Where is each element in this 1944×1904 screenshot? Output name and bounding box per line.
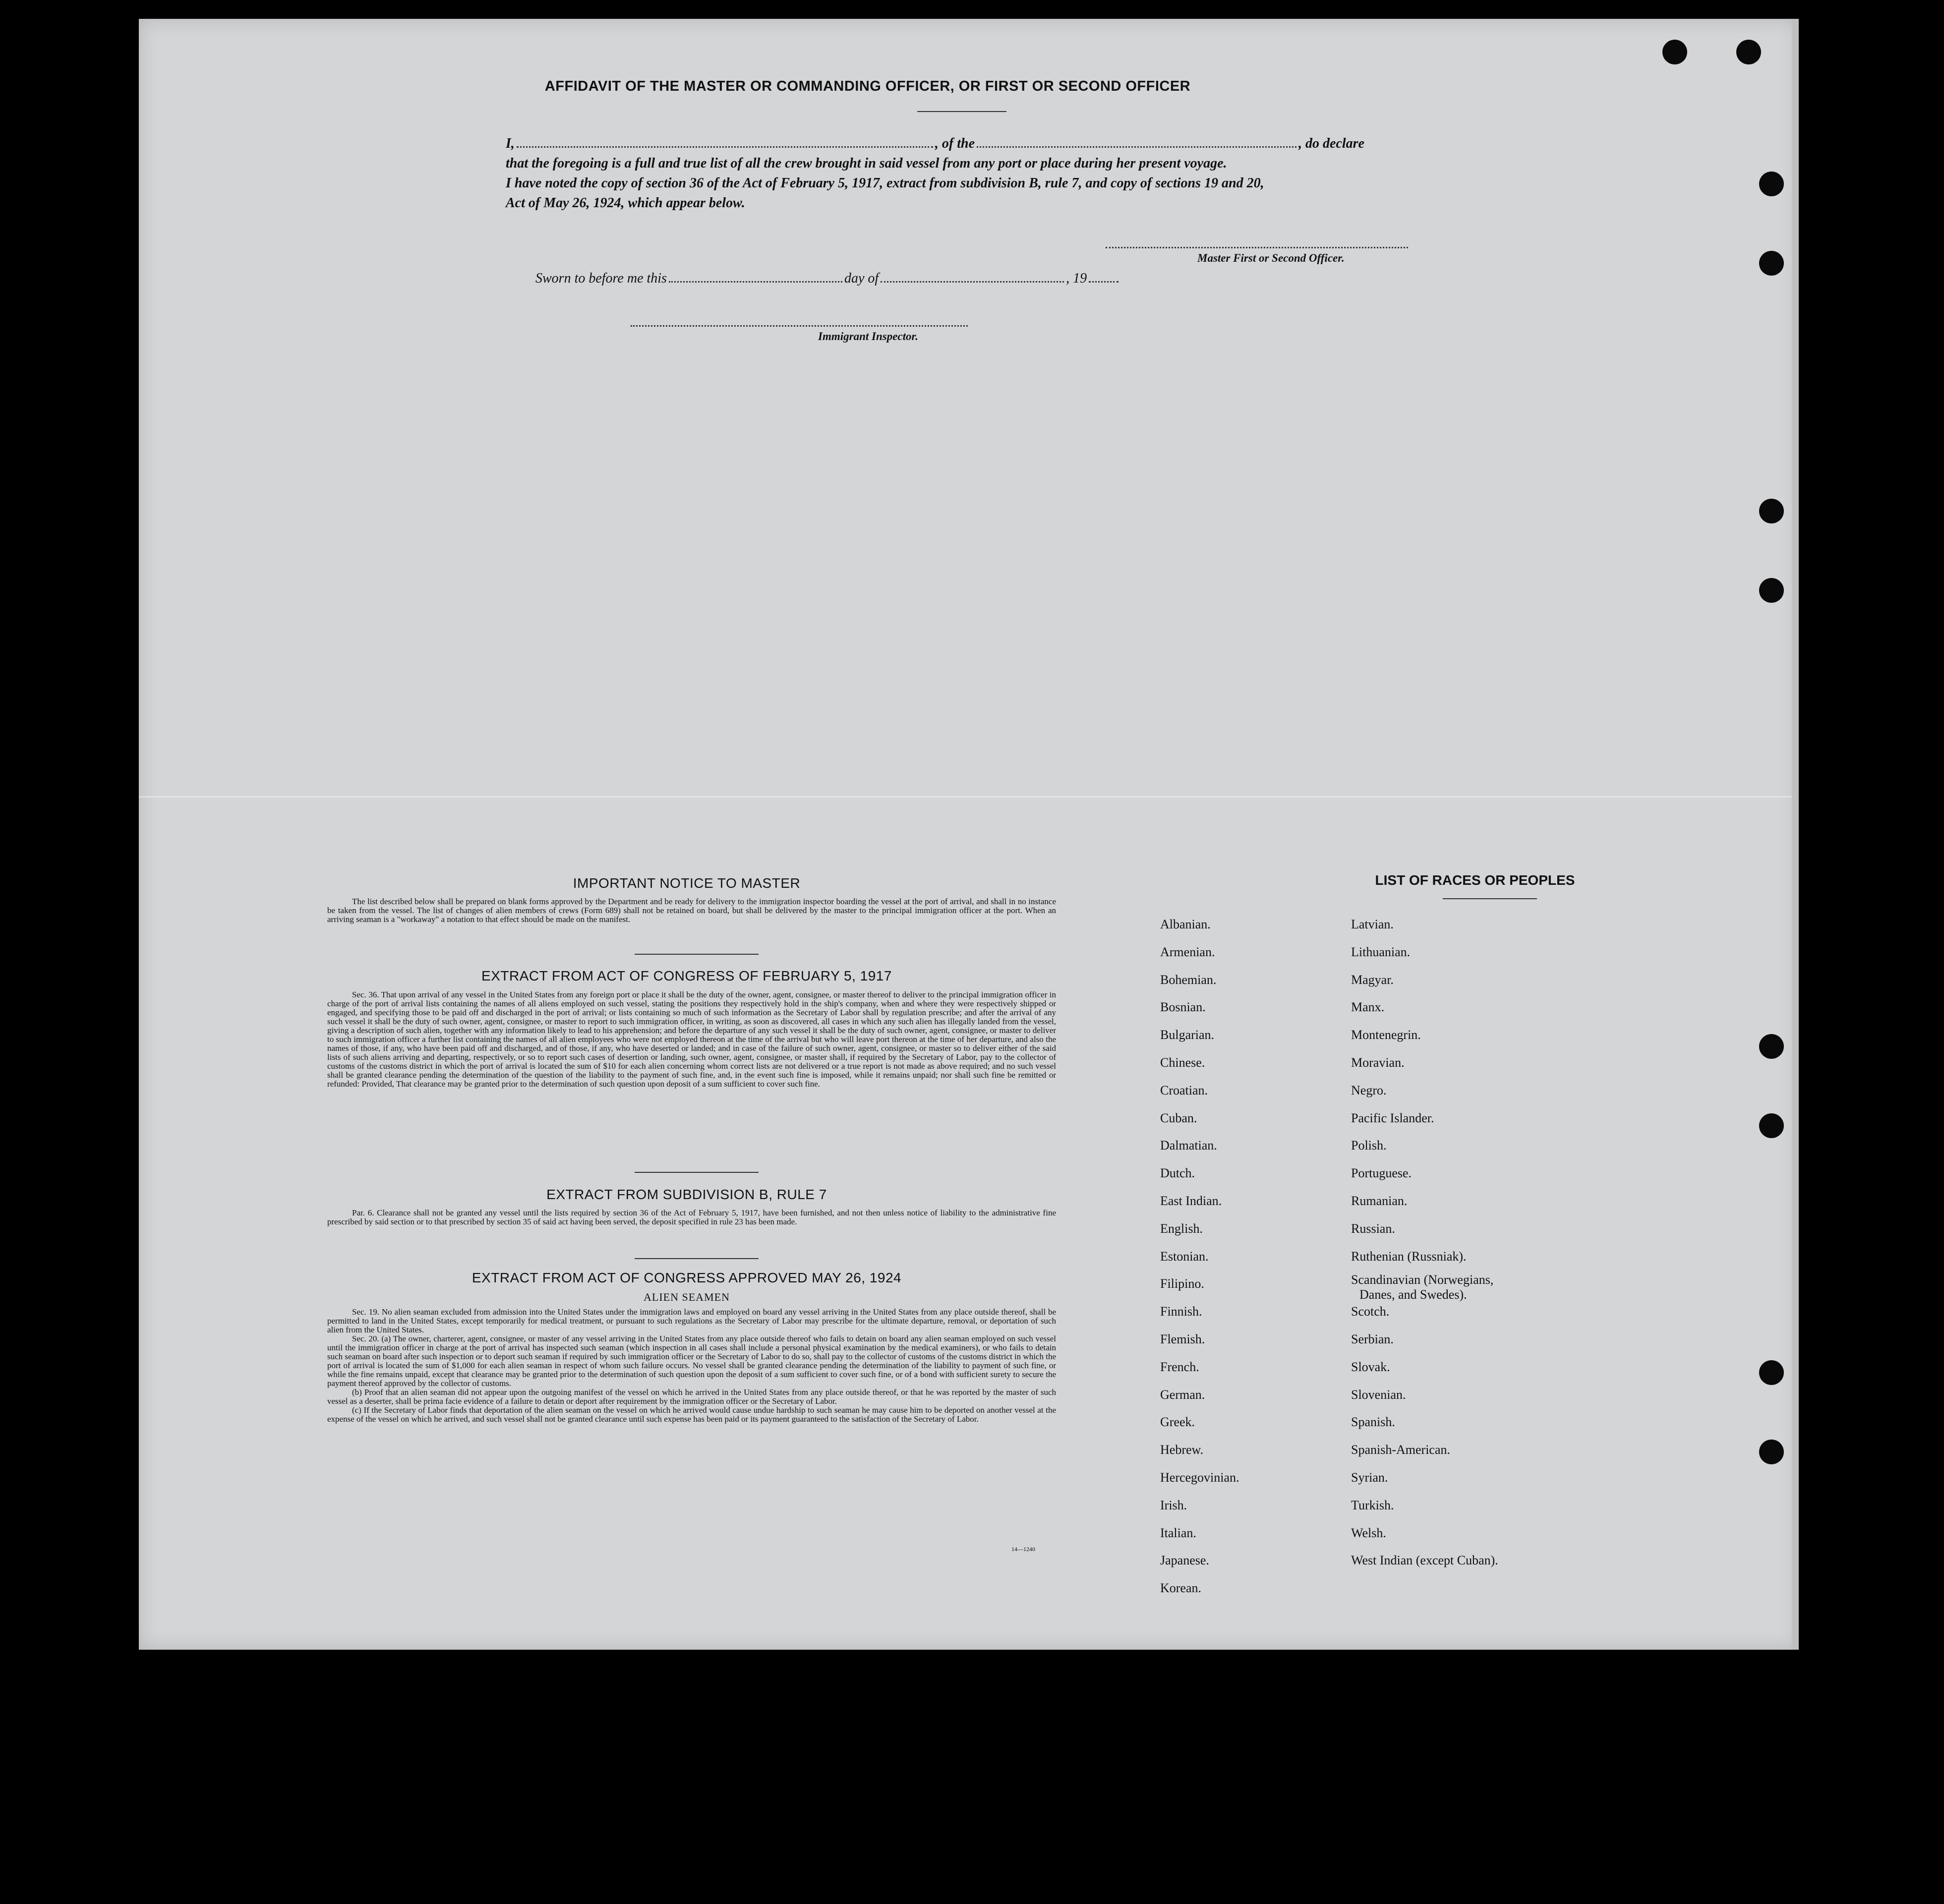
race-item: Spanish. <box>1351 1415 1395 1429</box>
race-item: East Indian. <box>1160 1194 1222 1208</box>
affidavit-line-1 <box>506 136 1364 152</box>
race-item: German. <box>1160 1387 1205 1402</box>
extract-1924-title: EXTRACT FROM ACT OF CONGRESS APPROVED MAY 26, 1924 <box>471 1270 902 1285</box>
punch-hole <box>1759 172 1784 196</box>
race-item: Ruthenian (Russniak). <box>1351 1249 1467 1264</box>
sworn-line <box>535 271 1120 287</box>
race-item: Bohemian. <box>1160 973 1217 987</box>
race-item: Serbian. <box>1351 1332 1394 1346</box>
punch-hole <box>1662 40 1687 64</box>
section-rule <box>635 1172 759 1173</box>
name-blank[interactable] <box>517 146 933 148</box>
sec-19-paragraph: Sec. 19. No alien seaman excluded from admission into the United States under the immigration laws and employed on board any vessel arriving in the United States from any place outside thereof, shall be permitted to land in the United States, except temporarily for medical treatment, or pursuant to such regulations as the Secretary of Labor may prescribe for the ultimate departure, removal, or deportation of such alien from the United States. <box>327 1307 1056 1334</box>
race-item: Korean. <box>1160 1581 1202 1595</box>
sec-20b-paragraph: (b) Proof that an alien seaman did not appear upon the outgoing manifest of the vessel on which he arrived in the United States from any place outside thereof, or that he was reported by the master of such vessel as a deserter, shall be prima facie evidence of a failure to detain or deport after requirement by the immigration officer or the Secretary of Labor. <box>327 1387 1056 1406</box>
race-item: Turkish. <box>1351 1498 1394 1512</box>
sec-20c-paragraph: (c) If the Secretary of Labor finds that deportation of the alien seaman on the vessel on which he arrived would cause undue hardship to such seaman he may cause him to be deported on another vessel at the expense of the vessel on which he arrived, and such vessel shall not be granted clearance until such expense has been paid or its payment guaranteed to the satisfaction of the Secretary of Labor. <box>327 1405 1056 1424</box>
punch-hole <box>1759 1440 1784 1464</box>
race-item: Chinese. <box>1160 1055 1205 1070</box>
race-item: Magyar. <box>1351 973 1394 987</box>
par-6-paragraph: Par. 6. Clearance shall not be granted any vessel until the lists required by section 36 of the Act of February 5, 1917, have been furnished, and not then unless notice of liability to the administrative fine prescribed by said section or to that prescribed by section 35 of said act having been served, the deposit specified in rule 23 has been made. <box>327 1208 1056 1226</box>
races-title: LIST OF RACES OR PEOPLES <box>1375 872 1575 888</box>
race-item: Danes, and Swedes). <box>1359 1287 1467 1302</box>
race-item: Irish. <box>1160 1498 1187 1512</box>
sworn-day-blank[interactable] <box>669 281 842 283</box>
race-item: Armenian. <box>1160 945 1215 959</box>
race-item: Bosnian. <box>1160 1000 1206 1014</box>
form-number: 14—1240 <box>1011 1546 1035 1553</box>
race-item: English. <box>1160 1221 1203 1236</box>
race-item: Slovenian. <box>1351 1387 1406 1402</box>
affidavit-line-3: I have noted the copy of section 36 of the Act of February 5, 1917, extract from subdivision B, rule 7, and copy of sections 19 and 20, <box>506 175 1264 191</box>
sec-36-paragraph: Sec. 36. That upon arrival of any vessel in the United States from any foreign port or place it shall be the duty of the owner, agent, consignee, or master thereof to deliver to the principal immigration officer in charge of the port of arrival lists containing the names of all aliens employed on such vessel, stating the positions they respectively hold in the ship's company, when and where they were respectively shipped or engaged, and specifying those to be paid off and discharged in the port of arrival; or lists containing so much of such information as the Secretary of Labor shall by regulation prescribe; and after the arrival of any such vessel it shall be the duty of such owner, agent, consignee, or master to report to such immigration officer, in writing, as soon as discovered, all cases in which any such alien has illegally landed from the vessel, giving a description of such alien, together with any information likely to lead to his apprehension; and before the departure of any such vessel it shall be the duty of such owner, agent, consignee, or master to deliver to such immigration officer a further list containing the names of all alien employees who were not employed thereon at the time of the arrival but who will leave port thereon at the time of her departure, and also the names of those, if any, who have been paid off and discharged, and of those, if any, who have deserted or landed; and in case of the failure of such owner, agent, consignee, or master so to deliver either of the said lists of such aliens arriving and departing, respectively, or so to report such cases of desertion or landing, such owner, agent, consignee, or master shall, if required by the Secretary of Labor, pay to the collector of customs of the customs district in which the port of arrival is located the sum of $10 for each alien concerning whom correct lists are not delivered or a true report is not made as above required; and no such vessel shall be granted clearance pending the determination of the question of the liability to the payment of such fine, and, in the event such fine is imposed, while it remains unpaid; nor shall such fine be remitted or refunded: Provided, That clearance may be granted prior to the determination of such question upon deposit of a sum sufficient to cover such fine. <box>327 990 1056 1089</box>
race-item: Spanish-American. <box>1351 1442 1451 1457</box>
race-item: Moravian. <box>1351 1055 1405 1070</box>
extract-rule7-title: EXTRACT FROM SUBDIVISION B, RULE 7 <box>546 1187 827 1202</box>
inspector-signature-line[interactable] <box>631 325 968 327</box>
section-rule <box>635 1258 759 1259</box>
race-item: Russian. <box>1351 1221 1395 1236</box>
affidavit-i: I, <box>506 136 515 151</box>
extract-1924-body <box>327 1308 1056 1424</box>
race-item: Hebrew. <box>1160 1442 1204 1457</box>
race-item: Cuban. <box>1160 1111 1197 1125</box>
day-of-label: day of <box>844 271 879 286</box>
race-item: Filipino. <box>1160 1276 1204 1291</box>
extract-1917-body <box>327 990 1056 1089</box>
race-item: Estonian. <box>1160 1249 1209 1264</box>
race-item: Dutch. <box>1160 1166 1195 1180</box>
race-item: Manx. <box>1351 1000 1385 1014</box>
extract-rule7-body <box>327 1209 1056 1226</box>
page-edge <box>1792 19 1799 1650</box>
race-item: Welsh. <box>1351 1526 1386 1540</box>
document-page <box>139 19 1799 1650</box>
race-item: Slovak. <box>1351 1360 1390 1374</box>
page-fold <box>139 796 1799 798</box>
race-item: Greek. <box>1160 1415 1195 1429</box>
race-item: French. <box>1160 1360 1199 1374</box>
races-rule <box>1443 898 1537 899</box>
race-item: Scandinavian (Norwegians, <box>1351 1272 1494 1287</box>
year-label: , 19 <box>1066 271 1087 286</box>
inspector-caption: Immigrant Inspector. <box>818 330 918 343</box>
race-item: West Indian (except Cuban). <box>1351 1553 1498 1567</box>
race-item: Rumanian. <box>1351 1194 1408 1208</box>
race-item: Flemish. <box>1160 1332 1205 1346</box>
affidavit-declare: , do declare <box>1298 136 1364 151</box>
race-item: Bulgarian. <box>1160 1028 1215 1042</box>
sec-20a-paragraph: Sec. 20. (a) The owner, charterer, agent, consignee, or master of any vessel arriving in the United States from any place outside thereof who fails to detain on board any alien seaman employed on such vessel until the immigration officer in charge at the port of arrival has inspected such seaman (which inspection in all cases shall include a personal physical examination by the medical examiners), or who fails to detain such seaman on board after such inspection or to deport such seaman if required by such immigration officer or the Secretary of Labor to do so, shall pay to the collector of customs of the customs district in which the port of arrival is located the sum of $1,000 for each alien seaman in respect of whom such failure occurs. No vessel shall be granted clearance pending the determination of the liability to payment of such fine, or while the fine remains unpaid, except that clearance may be granted prior to the determination of such question upon the deposit of a sum sufficient to cover such fine, or of a bond with sufficient surety to secure the payment thereof approved by the collector of customs. <box>327 1334 1056 1388</box>
race-item: Latvian. <box>1351 917 1394 931</box>
master-signature-line[interactable] <box>1106 247 1408 248</box>
punch-hole <box>1736 40 1761 64</box>
section-rule <box>635 954 759 955</box>
vessel-blank[interactable] <box>977 146 1296 148</box>
race-item: Pacific Islander. <box>1351 1111 1434 1125</box>
sworn-month-blank[interactable] <box>881 281 1064 283</box>
race-item: Syrian. <box>1351 1470 1388 1485</box>
race-item: Hercegovinian. <box>1160 1470 1239 1485</box>
punch-hole <box>1759 1360 1784 1385</box>
race-item: Croatian. <box>1160 1083 1208 1097</box>
race-item: Portuguese. <box>1351 1166 1412 1180</box>
alien-seamen-subtitle: ALIEN SEAMEN <box>644 1291 730 1303</box>
sworn-year-blank[interactable] <box>1089 281 1119 283</box>
punch-hole <box>1759 251 1784 276</box>
race-item: Albanian. <box>1160 917 1211 931</box>
affidavit-line-4: Act of May 26, 1924, which appear below. <box>506 195 745 211</box>
race-item: Polish. <box>1351 1138 1387 1153</box>
race-item: Finnish. <box>1160 1304 1202 1319</box>
extract-1917-title: EXTRACT FROM ACT OF CONGRESS OF FEBRUARY 5, 1917 <box>481 968 892 983</box>
sworn-label: Sworn to before me this <box>535 271 667 286</box>
notice-title: IMPORTANT NOTICE TO MASTER <box>573 875 801 891</box>
affidavit-title: AFFIDAVIT OF THE MASTER OR COMMANDING OFFICER, OR FIRST OR SECOND OFFICER <box>544 78 1191 94</box>
race-item: Montenegrin. <box>1351 1028 1421 1042</box>
title-rule <box>917 111 1006 112</box>
punch-hole <box>1759 578 1784 603</box>
race-item: Scotch. <box>1351 1304 1390 1319</box>
punch-hole <box>1759 499 1784 523</box>
affidavit-line-2: that the foregoing is a full and true list of all the crew brought in said vessel from any port or place during her present voyage. <box>506 156 1227 171</box>
race-item: Negro. <box>1351 1083 1387 1097</box>
race-item: Italian. <box>1160 1526 1196 1540</box>
race-item: Lithuanian. <box>1351 945 1411 959</box>
punch-hole <box>1759 1113 1784 1138</box>
race-item: Dalmatian. <box>1160 1138 1217 1153</box>
master-caption: Master First or Second Officer. <box>1197 252 1345 264</box>
notice-paragraph: The list described below shall be prepared on blank forms approved by the Department and be ready for delivery to the immigration inspector boarding the vessel at the port of arrival, and shall in no instance be taken from the vessel. The list of changes of alien members of crews (Form 689) shall not be retained on board, but shall be delivered by the master to the principal immigration officer at the port. When an arriving seaman is a "workaway" a notation to that effect should be made on the manifest. <box>327 897 1056 924</box>
affidavit-of-the: , of the <box>935 136 975 151</box>
notice-body <box>327 897 1056 924</box>
race-item: Japanese. <box>1160 1553 1209 1567</box>
punch-hole <box>1759 1034 1784 1059</box>
